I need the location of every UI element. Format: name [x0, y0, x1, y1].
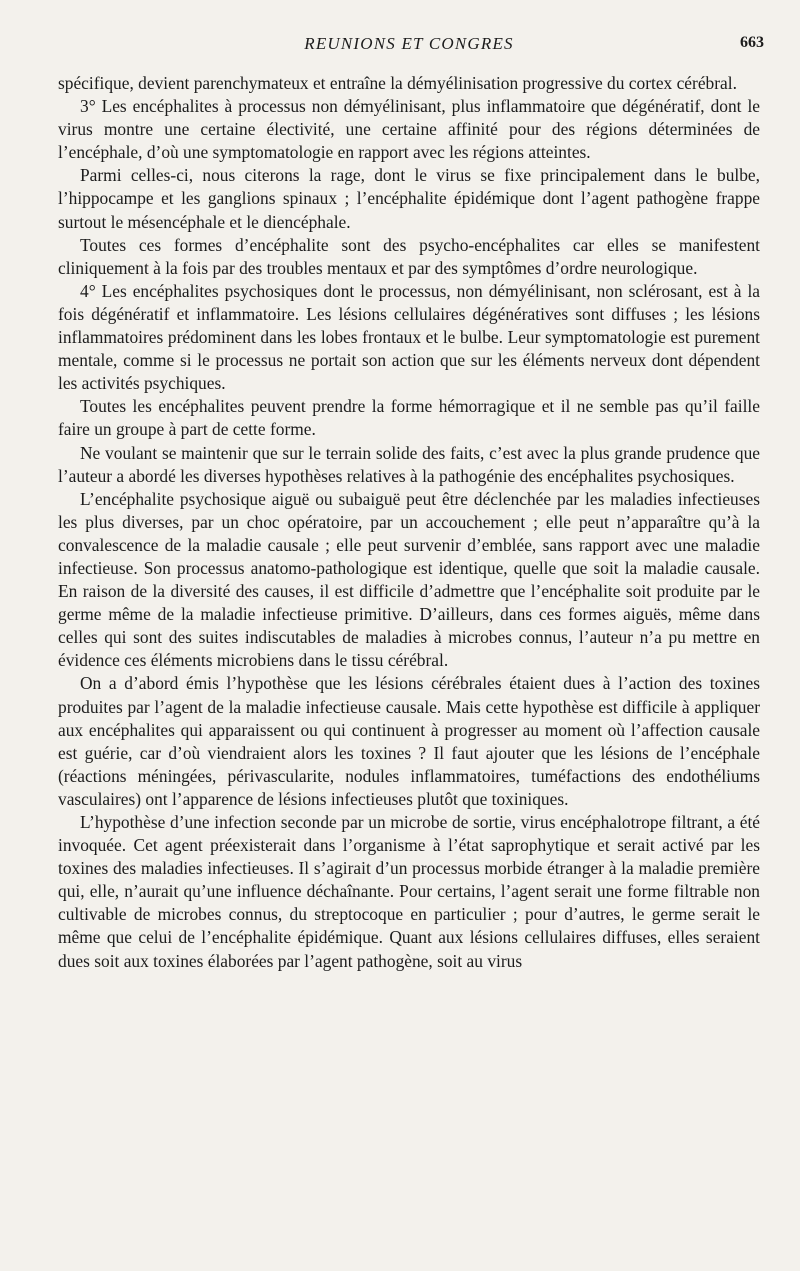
paragraph: Parmi celles-ci, nous citerons la rage, dont le virus se fixe principalement dans le bulbe, l’hippocampe et les ganglions spinaux ; l’encéphalite épidémique dont l’agent pathogène frappe surtout le mésencéphale et le diencéphale. [58, 165, 760, 232]
paragraph: L’hypothèse d’une infection seconde par un microbe de sortie, virus encéphalotrope filtrant, a été invoquée. Cet agent préexisterait dans l’organisme à l’état saprophytique et serait activé par les toxines des maladies infectieuses. Il s’agirait d’un processus morbide étranger à la maladie première qui, elle, n’aurait qu’une influence déchaînante. Pour certains, l’agent serait une forme filtrable non cultivable de microbes connus, du streptocoque en particulier ; pour d’autres, le germe serait le même que celui de l’encéphalite épidémique. Quant aux lésions cellulaires diffuses, elles seraient dues soit aux toxines élaborées par l’agent pathogène, soit au virus [58, 812, 760, 971]
body-text [58, 72, 760, 973]
paragraph: spécifique, devient parenchymateux et entraîne la démyélinisation progressive du cortex cérébral. [58, 73, 737, 93]
paragraph: On a d’abord émis l’hypothèse que les lésions cérébrales étaient dues à l’action des toxines produites par l’agent de la maladie infectieuse causale. Mais cette hypothèse est difficile à appliquer aux encéphalites qui apparaissent ou qui continuent à progresser au moment où l’affection causale est guérie, car d’où viendraient alors les toxines ? Il faut ajouter que les lésions de l’encéphale (réactions méningées, périvascularite, nodules inflammatoires, tuméfactions des endothéliums vasculaires) ont l’apparence de lésions infectieuses plutôt que toxiniques. [58, 673, 760, 809]
paragraph: 3° Les encéphalites à processus non démyélinisant, plus inflammatoire que dégénératif, dont le virus montre une certaine électivité, une certaine affinité pour des régions déterminées de l’encéphale, d’où une symptomatologie en rapport avec les régions atteintes. [58, 96, 760, 163]
running-header [58, 34, 764, 56]
paragraph: Toutes les encéphalites peuvent prendre la forme hémorragique et il ne semble pas qu’il faille faire un groupe à part de cette forme. [58, 396, 760, 440]
page-number: 663 [740, 34, 764, 51]
paragraph: 4° Les encéphalites psychosiques dont le processus, non démyélinisant, non sclérosant, est à la fois dégénératif et inflammatoire. Les lésions cellulaires dégénératives sont diffuses ; les lésions inflammatoires prédominent dans les lobes frontaux et le bulbe. Leur symptomatologie est purement mentale, comme si le processus ne portait son action que sur les éléments nerveux dont dépendent les activités psychiques. [58, 280, 760, 394]
running-title: REUNIONS ET CONGRES [304, 34, 514, 53]
paragraph: Ne voulant se maintenir que sur le terrain solide des faits, c’est avec la plus grande prudence que l’auteur a abordé les diverses hypothèses relatives à la pathogénie des encéphalites psychosiques. [58, 442, 760, 486]
paragraph: Toutes ces formes d’encéphalite sont des psycho-encéphalites car elles se manifestent cliniquement à la fois par des troubles mentaux et par des symptômes d’ordre neurologique. [58, 234, 760, 278]
paragraph: L’encéphalite psychosique aiguë ou subaiguë peut être déclenchée par les maladies infectieuses les plus diverses, par un choc opératoire, par un accouchement ; elle peut n’apparaître qu’à la convalescence de la maladie causale ; elle peut survenir d’emblée, sans rapport avec une maladie infectieuse. Son processus anatomo-pathologique est identique, quelle que soit la maladie causale. En raison de la diversité des causes, il est difficile d’admettre que l’encéphalite soit produite par le germe même de la maladie infectieuse primitive. D’ailleurs, dans ces formes aiguës, même dans celles qui sont des suites indiscutables de maladies à microbes connus, l’auteur n’a pu mettre en évidence ces éléments microbiens dans le tissu cérébral. [58, 488, 760, 671]
